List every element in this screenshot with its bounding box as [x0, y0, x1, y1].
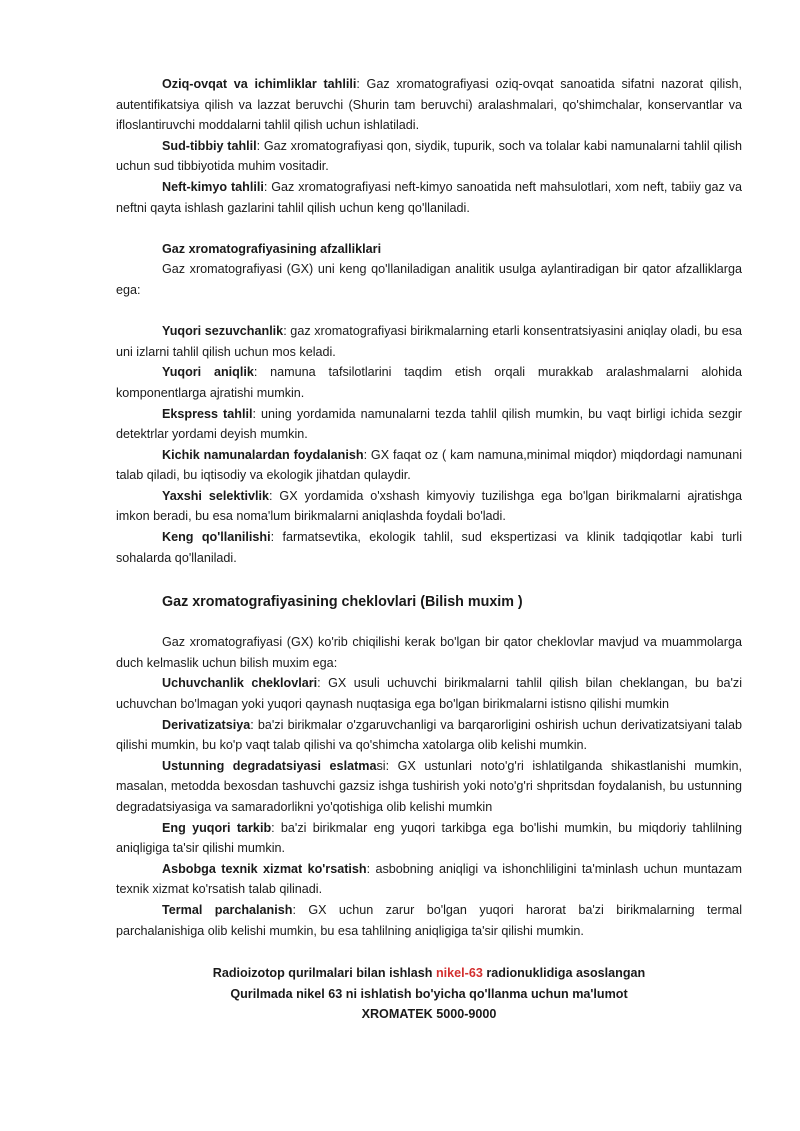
description: : ba'zi birikmalar o'zgaruvchanligi va barqarorligini oshirish uchun derivatizatsiyani talab qilishi mumkin, bu ko'p vaqt talab qilishi va qo'shimcha xatolarga olib kelishi mumkin. — [116, 717, 742, 753]
term: Neft-kimyo tahlili — [162, 179, 264, 194]
advantages-intro: Gaz xromatografiyasi (GX) uni keng qo'llaniladigan analitik usulga aylantiradigan bir qator afzalliklarga ega: — [116, 262, 742, 297]
limitations-heading: Gaz xromatografiyasining cheklovlari (Bilish muxim ) — [162, 594, 523, 611]
limitation-paragraph — [116, 673, 742, 714]
term: Ustunning degradatsiyasi eslatma — [162, 758, 377, 773]
description: : ba'zi birikmalar eng yuqori tarkibga ega bo'lishi mumkin, bu miqdoriy tahlilning aniqligiga ta'sir qilishi mumkin. — [116, 820, 742, 856]
footer-text: radionuklidiga asoslangan — [482, 966, 646, 981]
footer-block — [116, 963, 742, 1025]
term: Oziq-ovqat va ichimliklar tahlili — [162, 77, 357, 91]
term: Ekspress tahlil — [162, 406, 253, 421]
term: Uchuvchanlik cheklovlari — [162, 676, 318, 691]
description: : farmatsevtika, ekologik tahlil, sud ekspertizasi va klinik tadqiqotlar kabi turli sohalarda qo'llaniladi. — [116, 530, 742, 565]
description: : GX uchun zarur bo'lgan yuqori harorat ba'zi birikmalarning termal parchalanishiga olib kelishi mumkin, bu esa tahlilning aniqligiga ta'sir qilishi mumkin. — [116, 902, 742, 938]
description: : asbobning aniqligi va ishonchliligini ta'minlash uchun muntazam texnik xizmat ko'rsatish talab qilinadi. — [116, 861, 742, 897]
advantage-paragraph — [116, 404, 742, 445]
footer-line-2: Qurilmada nikel 63 ni ishlatish bo'yicha qo'llanma uchun ma'lumot — [230, 986, 628, 1001]
description: : GX usuli uchuvchi birikmalarni tahlil qilish bilan cheklangan, bu ba'zi uchuvchan bo'lmagan yoki yuqori qaynash nuqtasiga ega bo'lgan birikmalarni istisno qilishi mumkin — [116, 676, 742, 712]
limitations-intro: Gaz xromatografiyasi (GX) ko'rib chiqilishi kerak bo'lgan bir qator cheklovlar mavjud va muammolarga duch kelmaslik uchun bilish muxim ega: — [116, 635, 742, 670]
description: : namuna tafsilotlarini taqdim etish orqali murakkab aralashmalarni alohida komponentlarga ajratishi mumkin. — [116, 365, 742, 400]
limitation-paragraph — [116, 859, 742, 900]
document-page — [116, 74, 742, 1025]
description: : gaz xromatografiyasi birikmalarning etarli konsentratsiyasini aniqlay oladi, bu esa uni izlarni tahlil qilish uchun mos keladi. — [116, 324, 742, 359]
term: Yaxshi selektivlik — [162, 488, 270, 503]
description: : Gaz xromatografiyasi oziq-ovqat sanoatida sifatni nazorat qilish, autentifikatsiya qilish va lazzat beruvchi (Shurin tam beruvchi) aralashmalari, qo'shimchalar, konservantlar va ifloslantiruvchi moddalarni tahlil qilish uchun ishlatiladi. — [116, 77, 742, 133]
advantage-paragraph — [116, 527, 742, 568]
footer-text: Radioizotop qurilmalari bilan ishlash — [212, 966, 436, 981]
term: Keng qo'llanilishi — [162, 530, 271, 545]
limitation-paragraph — [116, 756, 742, 818]
term: Yuqori aniqlik — [162, 365, 254, 380]
limitation-paragraph — [116, 900, 742, 941]
description: si: GX ustunlari noto'g'ri ishlatilganda shikastlanishi mumkin, masalan, metodda bexosdan tashuvchi gazsiz ishga tushirish yoki noto'g'ri shpritsdan foydalanish, bu ustunning degradatsiyasiga va samaradorlikni yo'qotishiga olib kelishi mumkin — [116, 758, 742, 814]
term: Yuqori sezuvchanlik — [162, 324, 284, 339]
application-paragraph — [116, 177, 742, 218]
term: Eng yuqori tarkib — [162, 820, 272, 835]
term: Asbobga texnik xizmat ko'rsatish — [162, 861, 367, 876]
application-paragraph — [116, 74, 742, 136]
nikel-63-highlight: nikel-63 — [435, 966, 483, 981]
advantage-paragraph — [116, 321, 742, 362]
term: Sud-tibbiy tahlil — [162, 138, 257, 153]
footer-line-1 — [116, 963, 742, 984]
term: Kichik namunalardan foydalanish — [162, 447, 364, 462]
description: : GX faqat oz ( kam namuna,minimal miqdor) miqdordagi namunani talab qiladi, bu iqtisodiy va ekologik jihatdan qulaydir. — [116, 447, 742, 483]
description: : uning yordamida namunalarni tezda tahlil qilish mumkin, bu vaqt birligi ichida sezgir detektrlar yordami deyish mumkin. — [116, 406, 743, 442]
description: : Gaz xromatografiyasi neft-kimyo sanoatida neft mahsulotlari, xom neft, tabiiy gaz va neftni qayta ishlash gazlarini tahlil qilish uchun keng qo'llaniladi. — [116, 179, 742, 215]
advantage-paragraph — [116, 486, 742, 527]
footer-line-3: XROMATEK 5000-9000 — [361, 1007, 497, 1022]
limitation-paragraph — [116, 818, 742, 859]
advantage-paragraph — [116, 362, 742, 403]
limitation-paragraph — [116, 715, 742, 756]
term: Termal parchalanish — [162, 902, 293, 917]
advantages-heading: Gaz xromatografiyasining afzalliklari — [162, 241, 382, 256]
description: : GX yordamida o'xshash kimyoviy tuzilishga ega bo'lgan birikmalarni ajratishga imkon beradi, bu esa noma'lum birikmalarni aniqlashda foydali bo'ladi. — [116, 488, 742, 524]
advantage-paragraph — [116, 445, 742, 486]
application-paragraph — [116, 136, 742, 177]
term: Derivatizatsiya — [162, 717, 251, 732]
description: : Gaz xromatografiyasi qon, siydik, tupurik, soch va tolalar kabi namunalarni tahlil qilish uchun sud tibbiyotida muhim vositadir. — [116, 138, 743, 174]
